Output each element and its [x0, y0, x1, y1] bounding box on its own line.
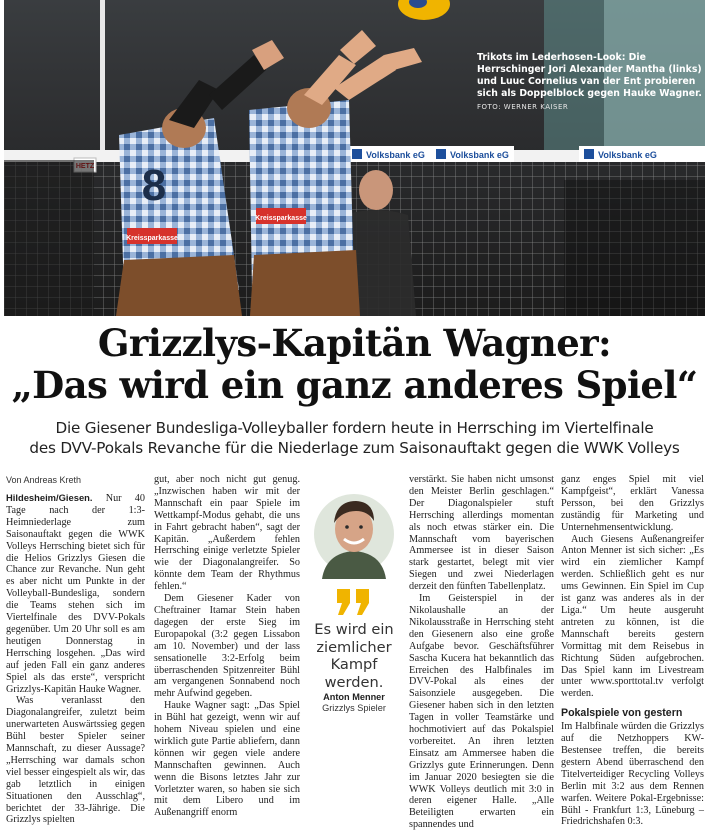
- paragraph: Was veranlasst den Diagonalangreifer, zuletzt beim unerwarteten Auswärtssieg gegen Bühl bester Spieler seiner Mannschaft, zu dieser Aussage? „Herrsching war damals schon viel besser eingespielt als wir, das gab letztlich in einigen Situationen den Ausschlag“, berichtet der 33-Jährige. Die Grizzlys spielten: [6, 695, 145, 826]
- jersey-sponsor-left: Kreissparkasse: [126, 235, 178, 242]
- subheadline: [0, 418, 709, 458]
- pull-quote: [304, 489, 404, 724]
- article-column-1: [6, 474, 145, 826]
- dateline: Hildesheim/Giesen.: [6, 492, 93, 503]
- article-photo: [4, 0, 705, 316]
- article-column-2: [154, 474, 300, 819]
- paragraph: verstärkt. Sie haben nicht umsonst den Meister Berlin geschlagen.“ Der Diagonalspieler stuft Herrsching allerdings momentan als noch etwas stärker ein. Die Mannschaft vom bayerischen Ammersee ist in dieser Saison stark gestartet, belegt mit vier Siegen und zwei Niederlagen derzeit den fünften Tabellenplatz.: [409, 474, 554, 593]
- paragraph: [6, 492, 145, 695]
- jersey-number-left: 8: [141, 161, 167, 210]
- article-column-4: [561, 474, 704, 828]
- headline: [0, 322, 709, 406]
- photo-caption: [477, 52, 705, 113]
- paragraph: Auch Giesens Außenangreifer Anton Menner ist sich sicher: „Es wird ein ziemlicher Kampf werden. Schließlich geht es nur ums Gewinnen. Ein Spiel im Cup ist ganz was anderes als in der Liga.“ Um heute ausgeruht antreten zu können, ist die Mannschaft bereits gestern Vormittag mit dem Reisebus in Richtung Süden aufgebrochen. Das Spiel kann im Livestream unter www.sporttotal.tv verfolgt werden.: [561, 533, 704, 700]
- paragraph-text: Nur 40 Tage nach der 1:3-Heimniederlage zum Saisonauftakt gegen die WWK Volleys Herrsching bietet sich für die Helios Grizzlys Giesen die Chance zur Revanche. Nun geht es aber nicht um Punkte in der Volleyball-Bundesliga, sondern die Teams stehen sich im Viertelfinale des DVV-Pokals gegenüber. Um 20 Uhr soll es am heutigen Donnerstag in Herrsching losgehen. „Das wird auf jeden Fall ein ganz anderes Spiel als das erste“, verspricht Grizzlys-Kapitän Hauke Wagner.: [6, 493, 145, 695]
- quote-author-name: Anton Menner: [323, 692, 385, 702]
- paragraph: ganz enges Spiel mit viel Kampfgeist“, erklärt Vanessa Persson, bei den Grizzlys zuständig für Marketing und Unternehmensentwicklung.: [561, 474, 704, 533]
- player-portrait: [314, 489, 394, 579]
- section-subheading: Pokalspiele von gestern: [561, 707, 683, 720]
- photo-credit: FOTO: WERNER KAISER: [477, 103, 569, 111]
- banner-volksbank-1: Volksbank eG: [366, 150, 425, 160]
- quote-author-role: Grizzlys Spieler: [322, 703, 386, 713]
- subheadline-line-1: Die Giesener Bundesliga-Volleyballer fordern heute in Herrsching im Viertelfinale: [55, 419, 654, 437]
- subheadline-line-2: des DVV-Pokals Revanche für die Niederlage zum Saisonauftakt gegen die WWK Volleys: [29, 439, 680, 457]
- author-byline: Von Andreas Kreth: [6, 475, 82, 485]
- headline-line-2: „Das wird ein ganz anderes Spiel“: [11, 363, 698, 407]
- banner-volksbank-3: Volksbank eG: [598, 150, 657, 160]
- banner-volksbank-2: Volksbank eG: [450, 150, 509, 160]
- jersey-sponsor-right: Kreissparkasse: [255, 215, 307, 222]
- paragraph: Im Geisterspiel in der Nikolaushalle an der Nikolausstraße in Herrsching steht den Giesenern also eine große Aufgabe bevor. Geschäftsführer Sascha Kucera hat bekanntlich das Erreichen des Halbfinales im DVV-Pokal als eines der Saisonziele ausgegeben. Die Giesener haben sich in den letzten Tagen in voller Teamstärke und hochmotiviert auf das Pokalspiel vorbereitet. An ihren letzten Einsatz am Ammersee haben die Grizzlys gute Erinnerungen. Denn im Januar 2020 besiegten sie die WWK Volleys deutlich mit 3:0 in deren eigener Halle. „Alle Beteiligten erwarten ein spannendes und: [409, 593, 554, 831]
- article-column-3: [409, 474, 554, 831]
- headline-line-1: Grizzlys-Kapitän Wagner:: [97, 321, 612, 365]
- quote-mark-icon: [334, 589, 374, 615]
- paragraph: Hauke Wagner sagt: „Das Spiel in Bühl hat gezeigt, wenn wir auf hohem Niveau spielen und eine wirklich gute Partie abliefern, dann können wir gegen viele andere Mannschaften gewinnen. Auch wenn die Bisons letztes Jahr zur Vorletzter waren, so haben sie sich mit dem Libero und im Außenangriff enorm: [154, 700, 300, 819]
- quote-text: Es wird ein ziemlicher Kampf werden.: [314, 621, 394, 691]
- photo-caption-text: Trikots im Lederhosen-Look: Die Herrschinger Jori Alexander Mantha (links) und Luuc Cornelius van der Ent probieren sich als Doppelblock gegen Hauke Wagner.: [477, 52, 702, 99]
- paragraph: Dem Giesener Kader von Cheftrainer Itamar Stein haben dagegen der erste Sieg im Europapokal (3:2 gegen Lissabon am 10. November) und der lass sensationelle 3:2-Erfolg beim überraschenden Spitzenreiter Bühl am vergangenen Sonnabend noch mehr Aufwind gegeben.: [154, 593, 300, 700]
- paragraph: Im Halbfinale würden die Grizzlys auf die Netzhoppers KW-Bestensee treffen, die bereits gestern Abend überraschend den Titelverteidiger Recycling Volleys Berlin mit 3:2 aus dem Rennen warfen. Weitere Pokal-Ergebnisse: Bühl - Frankfurt 1:3, Lüneburg – Friedrichshafen 0:3.: [561, 721, 704, 828]
- volleyball-block-photo: [4, 0, 705, 316]
- paragraph: gut, aber noch nicht gut genug. „Inzwischen haben wir mit der Mannschaft ein paar Spiele im Wettkampf-Modus gehabt, die uns in Fahrt gebracht haben“, sagt der Kapitän. „Außerdem fehlen Herrsching einige verletzte Spieler wie der Diagonalangreifer. So könnte dem Team der Rhythmus fehlen.“: [154, 474, 300, 593]
